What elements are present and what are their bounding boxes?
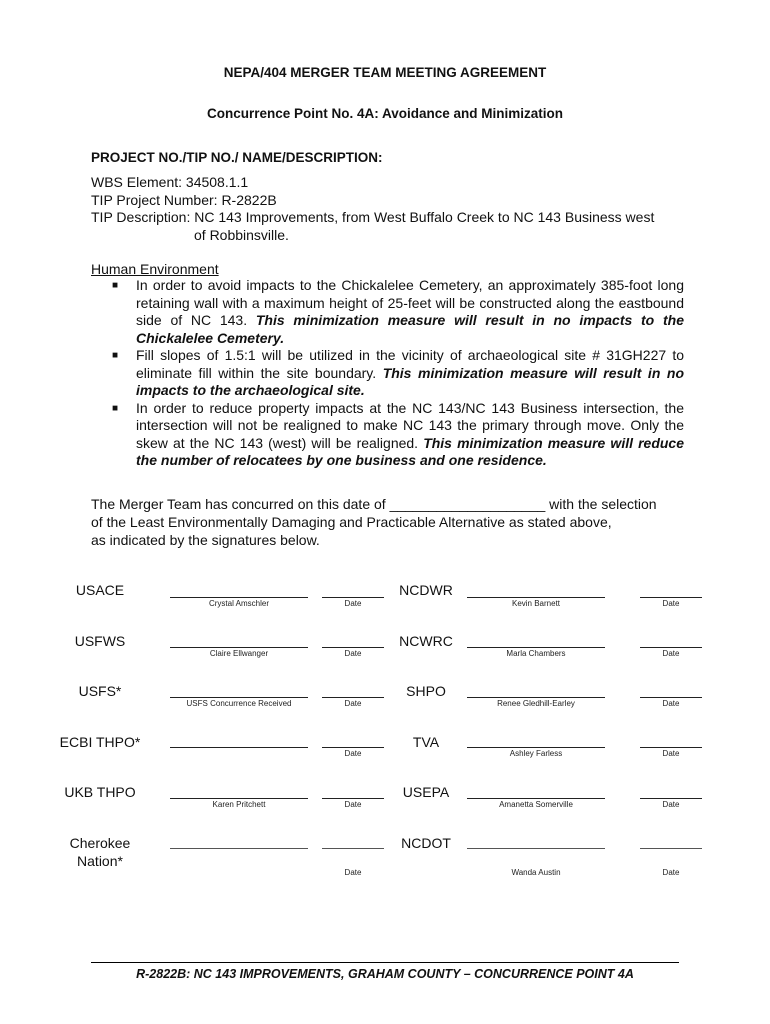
bullet-icon: ■ — [112, 402, 119, 414]
concurrence-line: of the Least Environmentally Damaging and Practicable Alternative as stated above, — [91, 514, 612, 530]
agency-label-ncdwr: NCDWR — [399, 582, 453, 598]
concurrence-line: as indicated by the signatures below. — [91, 532, 320, 548]
signature-line[interactable] — [467, 848, 605, 849]
agency-label-ncwrc: NCWRC — [399, 633, 453, 649]
bullet-text: In order to avoid impacts to the Chickalelee Cemetery, an approximately 385-foot long retaining wall with a maximum height of 25-feet will be constructed along the eastbound side of NC 143. — [136, 277, 684, 328]
date-line[interactable] — [640, 747, 702, 748]
signature-line[interactable] — [467, 747, 605, 748]
bullet-emphasis: This minimization measure will result in no impacts to the Chickalelee Cemetery. — [136, 312, 684, 346]
signature-line[interactable] — [467, 647, 605, 648]
date-label: Date — [344, 699, 362, 708]
date-label: Date — [344, 649, 362, 658]
date-label: Date — [662, 699, 680, 708]
concurrence-paragraph — [91, 495, 691, 549]
signer-name: USFS Concurrence Received — [186, 699, 292, 708]
project-heading: PROJECT NO./TIP NO./ NAME/DESCRIPTION: — [91, 150, 383, 165]
agency-label-usfws: USFWS — [74, 633, 126, 649]
section-heading: Human Environment — [91, 261, 219, 277]
tip-description: TIP Description: NC 143 Improvements, from West Buffalo Creek to NC 143 Business west — [91, 209, 655, 225]
date-line[interactable] — [322, 597, 384, 598]
signer-name: Crystal Amschler — [208, 599, 269, 608]
agency-label-cherokee-nation: Cherokee Nation* — [69, 835, 131, 869]
wbs-element: WBS Element: 34508.1.1 — [91, 174, 249, 190]
agency-label-usace: USACE — [75, 582, 125, 598]
date-line[interactable] — [640, 798, 702, 799]
bullet-emphasis: This minimization measure will reduce the number of relocatees by one business and one residence. — [136, 434, 685, 468]
tip-description-continued: of Robbinsville. — [194, 226, 289, 243]
footer-divider — [91, 962, 679, 963]
date-line[interactable] — [322, 647, 384, 648]
date-label: Date — [344, 749, 362, 758]
date-label: Date — [344, 800, 362, 809]
date-label: Date — [662, 749, 680, 758]
date-label: Date — [662, 868, 680, 877]
date-line[interactable] — [322, 798, 384, 799]
signer-name: Kevin Barnett — [511, 599, 561, 608]
signer-name: Marla Chambers — [506, 649, 566, 658]
document-title: NEPA/404 MERGER TEAM MEETING AGREEMENT — [223, 65, 547, 80]
signer-name: Claire Ellwanger — [209, 649, 269, 658]
agency-label-ecbi-thpo: ECBI THPO* — [59, 734, 141, 750]
date-label: Date — [662, 800, 680, 809]
signature-line[interactable] — [170, 597, 308, 598]
concurrence-line: The Merger Team has concurred on this date of ____________________ with the selection — [91, 496, 657, 512]
bullet-text: Fill slopes of 1.5:1 will be utilized in the vicinity of archaeological site # 31GH227 to eliminate fill within the site boundary. — [136, 347, 684, 381]
bullet-emphasis: This minimization measure will result in no impacts to the archaeological site. — [136, 364, 685, 398]
document-subtitle: Concurrence Point No. 4A: Avoidance and Minimization — [206, 106, 564, 121]
project-info — [91, 174, 691, 244]
signer-name: Karen Pritchett — [212, 800, 266, 809]
date-line[interactable] — [322, 747, 384, 748]
date-line[interactable] — [640, 697, 702, 698]
signature-line[interactable] — [170, 747, 308, 748]
signer-name: Renee Gledhill-Earley — [497, 699, 575, 708]
list-item — [112, 347, 684, 400]
date-line[interactable] — [640, 647, 702, 648]
signature-line[interactable] — [170, 647, 308, 648]
agency-label-tva: TVA — [412, 734, 440, 750]
signature-line[interactable] — [170, 798, 308, 799]
date-label: Date — [662, 649, 680, 658]
bullet-icon: ■ — [112, 350, 119, 361]
agency-label-ukb-thpo: UKB THPO — [64, 784, 136, 800]
agency-label-shpo: SHPO — [406, 683, 446, 699]
list-item — [112, 400, 684, 470]
date-line[interactable] — [640, 848, 702, 849]
signature-line[interactable] — [467, 697, 605, 698]
tip-project-number: TIP Project Number: R-2822B — [91, 191, 277, 208]
bullet-list — [112, 277, 684, 470]
list-item — [112, 277, 684, 347]
signer-name: Wanda Austin — [511, 868, 561, 877]
date-label: Date — [344, 599, 362, 608]
date-label: Date — [344, 868, 362, 877]
date-label: Date — [662, 599, 680, 608]
agency-label-ncdot: NCDOT — [401, 835, 451, 851]
agency-label-usfs: USFS* — [78, 683, 122, 699]
bullet-text: In order to reduce property impacts at the NC 143/NC 143 Business intersection, the intersection will not be realigned to make NC 143 the primary through move. Only the skew at the NC 143 (west) will be realigned. — [136, 399, 684, 451]
signature-line[interactable] — [170, 848, 308, 849]
date-line[interactable] — [640, 597, 702, 598]
date-line[interactable] — [322, 697, 384, 698]
bullet-icon: ■ — [112, 280, 119, 291]
signer-name: Amanetta Somerville — [499, 800, 573, 809]
signature-line[interactable] — [467, 798, 605, 799]
signer-name: Ashley Farless — [509, 749, 563, 758]
page-footer: R-2822B: NC 143 IMPROVEMENTS, GRAHAM COUNTY – CONCURRENCE POINT 4A — [136, 967, 634, 981]
signature-line[interactable] — [170, 697, 308, 698]
date-line[interactable] — [322, 848, 384, 849]
agency-label-usepa: USEPA — [402, 784, 450, 800]
signature-line[interactable] — [467, 597, 605, 598]
